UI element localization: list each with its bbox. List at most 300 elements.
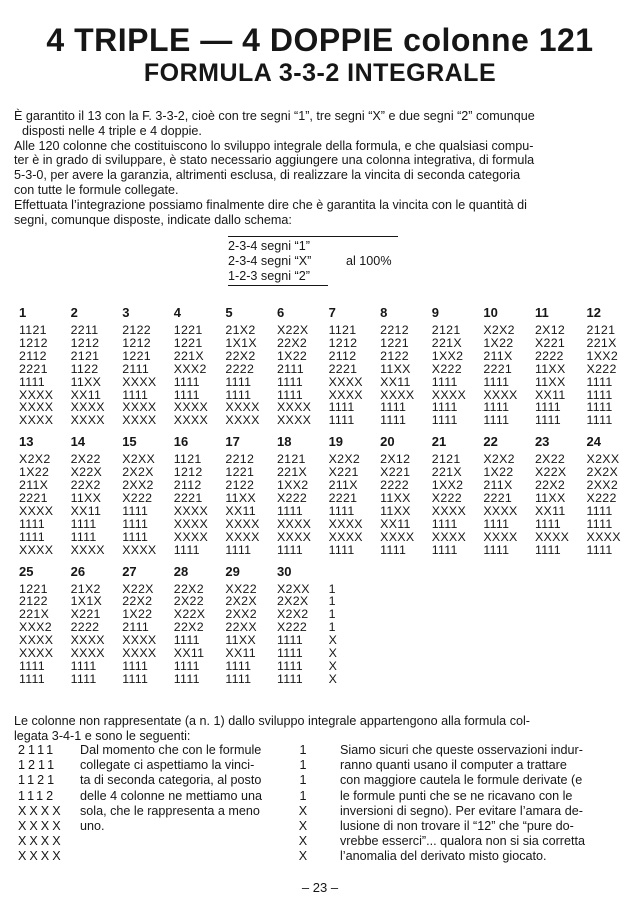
column-row: 2XX2 [225,607,257,622]
right-note [340,743,585,865]
column-row: 2X22 [173,594,204,609]
column-row: XX11 [225,503,256,518]
middle-note-line: ta di seconda categoria, al posto [80,773,262,788]
column-number: 10 [483,305,498,320]
column-row: 1111 [173,658,200,673]
column-row: XXXX [70,400,105,415]
column-row: 1111 [534,542,561,557]
column-row: 1221 [225,465,255,480]
column-row: 2221 [19,490,48,505]
column-row: 2122 [380,348,409,363]
column-row: 1111 [431,542,458,557]
column-row: 1111 [122,658,149,673]
column-row: 1111 [534,400,561,415]
column-row: 1111 [276,387,303,402]
column-row: XXXX [431,387,467,402]
column-row: 1XX2 [431,478,464,493]
column-row: 1212 [328,335,358,350]
column-row: 2122 [225,478,255,493]
collegata-row: 1121 [18,773,58,788]
column-row: X22X [276,323,309,337]
column-row: 1X1X [225,335,257,350]
column-row: XXXX [70,542,105,557]
column-row: 22X2 [534,478,566,493]
middle-note-line: Dal momento che con le formule [80,743,262,757]
column-row: 1121 [328,323,357,337]
column-number: 19 [328,434,344,450]
column-row: 1111 [276,658,303,673]
column-row: 22X2 [173,581,204,596]
column-row: 1111 [586,374,613,389]
column-row: 1111 [19,529,46,544]
collegata-columns [18,743,64,865]
column-row: XXXX [328,516,363,531]
column-row: 211X [19,478,49,493]
right-note-line: Siamo sicuri che queste osservazioni indur- [340,743,583,757]
column-row: 1221 [173,335,203,350]
column-cell [535,433,587,556]
column-row: XXXX [19,646,54,661]
column-row: 2122 [122,323,151,337]
column-number: 9 [431,305,439,320]
intro-line: ter è in grado di sviluppare, è stato necessario aggiungere una colonna integrativa, di formula [14,153,535,168]
column-row: 1111 [380,400,407,415]
column-row: 1X22 [122,607,153,622]
column-row: 1111 [534,413,561,428]
column-row: 1122 [70,361,99,376]
columns-grid [19,304,634,692]
representative-sign: X [298,834,308,849]
column-row: 2121 [586,323,616,337]
column-row: 1111 [431,516,458,531]
middle-note-line: uno. [80,819,105,834]
schema-row-text: 1-2-3 segni “2” [228,269,310,283]
column-row: X [328,671,338,686]
column-row: X222 [122,490,153,505]
column-number: 24 [586,434,601,450]
column-row: XXXX [19,400,54,415]
column-number: 6 [276,305,285,320]
column-row: 1X22 [19,465,50,480]
column-row: 1XX2 [586,348,619,363]
column-row: X222 [276,620,308,635]
after-line: legata 3-4-1 e sono le seguenti: [14,729,191,743]
intro-line: segni, comunque disposte, indicate dallo schema: [14,212,292,227]
column-row: 1 [328,581,336,596]
column-row: X [328,633,338,648]
column-row: 11XX [534,361,566,376]
representative-sign: 1 [299,788,307,803]
representative-sign: 1 [299,773,307,788]
column-row: 1111 [70,529,97,544]
column-row: 1221 [122,348,151,363]
collegata-row: XXXX [18,834,64,849]
schema-row-text: 2-3-4 segni “1” [228,239,310,253]
column-number [329,563,381,583]
column-row: 21X2 [70,581,101,596]
column-row: XX11 [70,503,102,518]
column-row: X22X [173,607,206,622]
intro-line: con tutte le formule collegate. [14,182,179,197]
column-row: 1111 [19,658,46,673]
column-row: 1111 [122,516,149,531]
collegata-row: XXXX [18,819,64,834]
collegata-row: 1112 [18,788,57,803]
column-row: X222 [431,490,462,505]
column-row: XXXX [173,516,209,531]
column-row: XX11 [225,646,256,661]
column-row: 221X [431,465,462,480]
column-row: XX11 [380,516,411,531]
column-row: 11XX [380,490,411,505]
page-number: – 23 – [301,880,339,895]
representative-sign: X [298,849,308,864]
column-row: 1111 [19,374,46,389]
column-row: XXXX [225,516,260,531]
column-row: XXXX [19,633,54,648]
column-row: 1111 [328,542,355,557]
column-row: 2X12 [380,452,411,467]
column-row: 1111 [70,671,97,686]
column-row: 1 [328,607,336,622]
column-number: 23 [534,434,550,450]
column-number: 22 [483,434,498,450]
column-number: 15 [122,434,137,450]
column-row: 1111 [225,387,252,402]
column-row: X2XX [276,581,310,596]
column-cell [71,433,123,556]
column-row: XXXX [122,413,157,428]
column-row: XXXX [276,400,312,415]
column-row: 2X2X [122,465,154,480]
column-cell [483,304,535,427]
column-row: 1111 [225,658,252,673]
column-row: 1X22 [483,335,514,350]
column-row: XXXX [483,387,518,402]
column-cell [122,433,174,556]
intro-line: Effettuata l’integrazione possiamo finalmente dire che è garantita la vincita con le quantità di [14,197,527,212]
column-row: XXXX [70,646,105,661]
column-row: 221X [586,335,617,350]
column-cell [329,304,381,427]
column-row: 1111 [483,400,510,415]
column-row: X22X [122,581,154,596]
column-row: XXXX [328,374,363,389]
column-row: 1111 [70,516,97,531]
column-row: 1111 [173,633,200,648]
columns-block [19,563,634,686]
column-number: 25 [19,563,34,579]
column-row: 2112 [19,348,47,363]
schema-top-rule [228,236,398,237]
column-row: 1121 [173,452,202,467]
right-note-line: vrebbe esserci”... qualora non si sia corretta [340,834,585,849]
column-row: X [328,646,338,661]
column-row: XXXX [276,529,312,544]
column-row: 2122 [19,594,48,609]
column-number: 29 [225,563,240,579]
column-number: 7 [328,305,336,320]
column-row: 1111 [276,503,303,518]
column-row: 1111 [586,542,613,557]
column-row: 1221 [173,323,203,337]
schema-row [228,254,398,269]
column-row: X221 [328,465,359,480]
column-row: 1111 [431,400,458,415]
column-row: XXX2 [19,620,52,635]
column-row: 1111 [586,413,613,428]
column-row: 1221 [380,335,409,350]
representative-column [297,743,309,865]
column-row: XXXX [225,413,260,428]
column-row: XXX2 [173,361,207,376]
column-row: 2111 [122,620,150,635]
column-row: 2221 [483,361,513,376]
column-number: 5 [225,305,233,320]
column-row: 1111 [173,374,200,389]
column-cell [587,304,639,427]
column-cell [432,304,484,427]
column-row: 211X [483,478,513,493]
column-row: X222 [586,361,617,376]
column-row: XXXX [122,374,157,389]
column-number: 30 [276,563,292,579]
column-cell [19,433,71,556]
column-cell [277,433,329,556]
column-row: 11XX [70,374,102,389]
representative-sign: X [298,803,308,818]
column-row: X22X [534,465,567,480]
column-row: 2111 [122,361,150,376]
column-row: 1111 [19,671,46,686]
column-number: 4 [173,305,182,320]
column-row: XXXX [225,529,260,544]
collegata-row: 1211 [18,758,58,773]
collegata-row: 2111 [18,743,57,757]
column-number: 3 [122,305,130,320]
column-row: 1111 [122,671,149,686]
columns-block [19,433,634,556]
column-row: XX11 [70,387,102,402]
column-row: 1111 [173,671,200,686]
column-number: 28 [173,563,189,579]
column-row: 2112 [328,348,357,363]
column-row: 2222 [380,478,409,493]
column-row: 22XX [225,620,257,635]
column-row: 1111 [586,503,613,518]
column-row: X2X2 [19,452,51,467]
column-row: XXXX [122,633,157,648]
column-number: 11 [534,305,549,320]
column-number: 12 [586,305,601,320]
column-row: X2X2 [483,323,515,337]
schema-row [228,239,398,254]
representative-sign: 1 [299,758,307,773]
column-number: 27 [122,563,137,579]
column-row: X221 [380,465,411,480]
schema-row [228,269,398,284]
column-row: 1212 [19,335,48,350]
column-row: 1111 [276,633,303,648]
middle-note-line: delle 4 colonne ne mettiamo una [80,788,263,803]
column-row: 1111 [70,658,97,673]
column-row: 1111 [483,374,510,389]
column-cell [225,433,277,556]
middle-note-line: collegate ci aspettiamo la vinci- [80,758,255,773]
right-note-line: le formule punti che se ne ricavano con le [340,788,573,803]
column-cell [225,304,277,427]
column-row: X2XX [122,452,156,467]
column-row: 1111 [276,374,303,389]
schema-row-text: 2-3-4 segni “X” [228,254,312,268]
column-row: 11XX [380,503,411,518]
after-line: Le colonne non rappresentate (a n. 1) dallo sviluppo integrale appartengono alla formula col- [14,714,530,728]
column-row: 221X [276,465,308,480]
column-cell [329,433,381,556]
column-row: 2121 [431,452,461,467]
column-row: 1 [328,594,336,609]
column-row: 1111 [328,400,355,415]
column-row: 11XX [225,633,256,648]
column-row: 1111 [276,671,303,686]
column-number: 16 [173,434,189,450]
after-paragraph [14,714,629,744]
representative-sign: 1 [299,743,307,757]
column-number: 21 [431,434,447,450]
column-row: XXXX [328,529,363,544]
column-row: XXXX [483,529,518,544]
column-cell [174,563,226,686]
column-cell [483,433,535,556]
column-row: XX11 [534,387,566,402]
column-row: 11XX [70,490,102,505]
column-row: 2212 [380,323,409,337]
column-cell [122,563,174,686]
column-row: X2X2 [483,452,515,467]
column-row: 1111 [225,671,252,686]
column-row: XXXX [19,387,54,402]
column-row: 1111 [328,503,355,518]
column-row: 1111 [173,387,200,402]
column-row: 22X2 [173,620,204,635]
column-row: XXXX [19,503,54,518]
column-row: XX11 [380,374,411,389]
column-row: 21X2 [225,323,256,337]
column-row: 11XX [534,374,566,389]
column-row: 2121 [431,323,461,337]
intro-line: È garantito il 13 con la F. 3-3-2, cioè con tre segni “1”, tre segni “X” e due segni “2” comunque [14,109,535,123]
column-row: 2X22 [70,452,101,467]
column-row: 1X22 [276,348,308,363]
right-note-line: l’anomalia del derivato misto giocato. [340,849,547,864]
right-note-line: inversioni di segno). Per evitare l’amara de- [340,803,583,818]
middle-note-line: sola, che le rappresenta a meno [80,803,260,818]
column-row: 2X2X [225,594,257,609]
column-row: 1111 [19,516,46,531]
column-row: XXXX [173,529,209,544]
column-row: 1111 [586,387,613,402]
column-row: 1111 [276,646,303,661]
column-row: 1111 [122,387,149,402]
column-number: 1 [19,305,27,320]
column-row: XXXX [70,413,105,428]
column-row: 2112 [173,478,202,493]
column-row: 1111 [122,529,149,544]
column-cell [277,563,329,686]
column-row: XXXX [276,413,312,428]
column-cell [19,304,71,427]
column-number: 2 [70,305,78,320]
intro-line: disposti nelle 4 triple e 4 doppie. [22,123,202,138]
column-row: 1121 [19,323,47,337]
column-row: XXXX [122,542,157,557]
guarantee-schema [228,236,398,286]
column-row: 22X2 [70,478,101,493]
column-row: 2X2X [276,594,309,609]
column-row: 2221 [328,490,358,505]
right-note-line: con maggiore cautela le formule derivate (e [340,773,583,788]
column-row: XXXX [122,400,157,415]
column-row: XXXX [19,413,54,428]
column-row: 1 [328,620,336,635]
column-row: 2X12 [534,323,566,337]
column-cell [19,563,71,686]
column-cell [174,433,226,556]
column-row: XXXX [173,503,209,518]
column-cell [535,304,587,427]
column-row: 1111 [122,503,149,518]
column-row: 11XX [534,490,566,505]
column-row: 2222 [534,348,564,363]
column-row: XXXX [70,633,105,648]
schema-bottom-rule [228,285,328,286]
column-row: XXXX [19,542,54,557]
column-row: 2221 [328,361,358,376]
right-note-line: lusione di non trovare il “12” che “pure do- [340,819,574,834]
column-row: 2121 [276,452,306,467]
column-row: 211X [483,348,513,363]
column-row: X22X [70,465,103,480]
column-row: X [328,658,338,673]
column-row: X2XX [586,452,620,467]
column-row: 1212 [173,465,203,480]
representative-sign: X [298,819,308,834]
column-cell [71,304,123,427]
column-cell [380,304,432,427]
middle-note [80,743,262,834]
column-cell [277,304,329,427]
column-row: 2221 [19,361,48,376]
column-row: 1111 [534,516,561,531]
column-row: XXXX [431,503,467,518]
column-cell [380,433,432,556]
column-row: 1X1X [70,594,103,609]
collegata-row: XXXX [18,849,64,864]
column-row: XXXX [483,503,518,518]
column-row: 1221 [19,581,48,596]
column-row: 1111 [276,542,303,557]
column-row: 211X [328,478,358,493]
column-row: 11XX [225,490,256,505]
column-row: 1XX2 [276,478,309,493]
column-row: 22X2 [276,335,308,350]
column-row: X222 [276,490,308,505]
column-row: 1111 [431,413,458,428]
column-row: 11XX [380,361,411,376]
column-row: 1111 [225,542,252,557]
column-number: 18 [276,434,292,450]
column-row: XXXX [380,529,415,544]
